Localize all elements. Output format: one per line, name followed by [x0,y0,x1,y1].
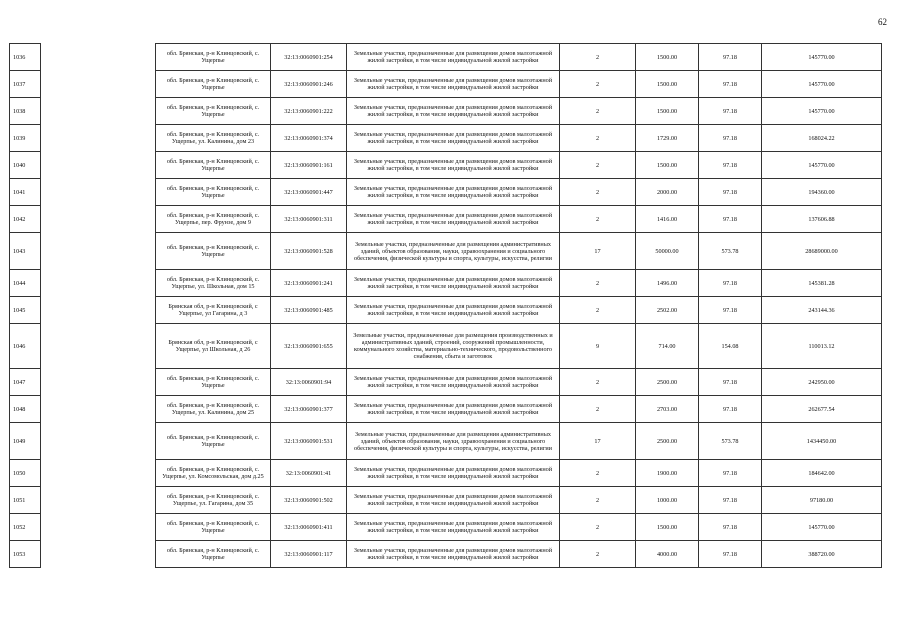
table-row [10,541,882,568]
group-cell: 2 [560,514,636,541]
spacer-cell [41,487,156,514]
land-use-cell: Земельные участки, предназначенные для размещения домов малоэтажной жилой застройки, в том числе индивидуальной жилой застройки [347,541,560,568]
group-cell: 2 [560,270,636,297]
cadastral-value-cell: 168024.22 [762,125,882,152]
cadastral-value-cell: 243144.36 [762,297,882,324]
land-use-cell: Земельные участки, предназначенные для размещения административных зданий, объектов образования, науки, здравоохранения и социального обеспечения, физической культуры и спорта, культуры, искусства, религии [347,423,560,460]
cadastral-number-cell: 32:13:0060901:241 [271,270,347,297]
group-cell: 2 [560,206,636,233]
cadastral-number-cell: 32:13:0060901:502 [271,487,347,514]
area-cell: 1496.00 [636,270,699,297]
area-cell: 1000.00 [636,487,699,514]
cadastral-number-cell: 32:13:0060901:161 [271,152,347,179]
specific-value-cell: 573.78 [699,423,762,460]
group-cell: 2 [560,125,636,152]
address-cell: обл. Брянская, р-н Клинцовский, с. Ущерпье [156,179,271,206]
area-cell: 1500.00 [636,514,699,541]
land-use-cell: Земельные участки, предназначенные для размещения домов малоэтажной жилой застройки, в том числе индивидуальной жилой застройки [347,44,560,71]
cadastral-number-cell: 32:13:0060901:222 [271,98,347,125]
row-number: 1038 [10,98,41,125]
specific-value-cell: 97.18 [699,297,762,324]
group-cell: 2 [560,152,636,179]
row-number: 1048 [10,396,41,423]
cadastral-value-cell: 242950.00 [762,369,882,396]
table-row [10,206,882,233]
address-cell: обл. Брянская, р-н Клинцовский, с. Ущерпье, ул. Комсомольская, дом д.25 [156,460,271,487]
table-row [10,514,882,541]
cadastral-number-cell: 32:13:0060901:246 [271,71,347,98]
row-number: 1049 [10,423,41,460]
address-cell: Брянская обл, р-н Клинцовский, с Ущерпье, ул Школьная, д 26 [156,324,271,369]
address-cell: обл. Брянская, р-н Клинцовский, с. Ущерпье [156,369,271,396]
row-number: 1047 [10,369,41,396]
specific-value-cell: 97.18 [699,270,762,297]
cadastral-value-cell: 388720.00 [762,541,882,568]
land-use-cell: Земельные участки, предназначенные для размещения домов малоэтажной жилой застройки, в том числе индивидуальной жилой застройки [347,125,560,152]
row-number: 1053 [10,541,41,568]
table-row [10,233,882,270]
table-row [10,487,882,514]
area-cell: 2000.00 [636,179,699,206]
table-row [10,98,882,125]
cadastral-value-cell: 184642.00 [762,460,882,487]
cadastral-number-cell: 32:13:0060901:94 [271,369,347,396]
address-cell: обл. Брянская, р-н Клинцовский, с. Ущерпье, ул. Гагарина, дом 35 [156,487,271,514]
page-number: 62 [878,17,887,27]
cadastral-number-cell: 32:13:0060901:374 [271,125,347,152]
row-number: 1044 [10,270,41,297]
row-number: 1040 [10,152,41,179]
address-cell: обл. Брянская, р-н Клинцовский, с. Ущерпье [156,233,271,270]
spacer-cell [41,179,156,206]
group-cell: 2 [560,487,636,514]
address-cell: обл. Брянская, р-н Клинцовский, с. Ущерпье, ул. Школьная, дом 15 [156,270,271,297]
row-number: 1046 [10,324,41,369]
cadastral-value-cell: 145770.00 [762,152,882,179]
spacer-cell [41,369,156,396]
table-row [10,152,882,179]
row-number: 1042 [10,206,41,233]
area-cell: 1416.00 [636,206,699,233]
group-cell: 2 [560,460,636,487]
cadastral-value-cell: 97180.00 [762,487,882,514]
cadastral-value-cell: 145770.00 [762,44,882,71]
table-row [10,460,882,487]
cadastral-value-cell: 145381.28 [762,270,882,297]
cadastral-value-cell: 28689000.00 [762,233,882,270]
area-cell: 2500.00 [636,423,699,460]
address-cell: обл. Брянская, р-н Клинцовский, с. Ущерпье [156,541,271,568]
cadastral-value-cell: 145770.00 [762,514,882,541]
table-row [10,44,882,71]
address-cell: обл. Брянская, р-н Клинцовский, с. Ущерпье [156,71,271,98]
cadastral-value-cell: 262677.54 [762,396,882,423]
address-cell: Брянская обл, р-н Клинцовский, с Ущерпье, ул Гагарина, д 3 [156,297,271,324]
spacer-cell [41,98,156,125]
row-number: 1043 [10,233,41,270]
group-cell: 2 [560,369,636,396]
spacer-cell [41,270,156,297]
address-cell: обл. Брянская, р-н Клинцовский, с. Ущерпье [156,98,271,125]
land-use-cell: Земельные участки, предназначенные для размещения административных зданий, объектов образования, науки, здравоохранения и социального обеспечения, физической культуры и спорта, культуры, искусства, религии [347,233,560,270]
area-cell: 1900.00 [636,460,699,487]
table-body [10,44,882,568]
row-number: 1050 [10,460,41,487]
specific-value-cell: 97.18 [699,179,762,206]
specific-value-cell: 97.18 [699,541,762,568]
table-row [10,369,882,396]
address-cell: обл. Брянская, р-н Клинцовский, с. Ущерпье, ул. Калинина, дом 25 [156,396,271,423]
cadastral-number-cell: 32:13:0060901:311 [271,206,347,233]
group-cell: 2 [560,297,636,324]
cadastral-number-cell: 32:13:0060901:117 [271,541,347,568]
row-number: 1039 [10,125,41,152]
spacer-cell [41,514,156,541]
group-cell: 2 [560,179,636,206]
area-cell: 2703.00 [636,396,699,423]
land-use-cell: Земельные участки, предназначенные для размещения домов малоэтажной жилой застройки, в том числе индивидуальной жилой застройки [347,206,560,233]
spacer-cell [41,460,156,487]
land-use-cell: Земельные участки, предназначенные для размещения домов малоэтажной жилой застройки, в том числе индивидуальной жилой застройки [347,369,560,396]
specific-value-cell: 573.78 [699,233,762,270]
row-number: 1041 [10,179,41,206]
address-cell: обл. Брянская, р-н Клинцовский, с. Ущерпье [156,423,271,460]
land-use-cell: Земельные участки, предназначенные для размещения домов малоэтажной жилой застройки, в том числе индивидуальной жилой застройки [347,152,560,179]
specific-value-cell: 97.18 [699,487,762,514]
land-use-cell: Земельные участки, предназначенные для размещения домов малоэтажной жилой застройки, в том числе индивидуальной жилой застройки [347,179,560,206]
spacer-cell [41,125,156,152]
table-row [10,179,882,206]
specific-value-cell: 97.18 [699,125,762,152]
land-use-cell: Земельные участки, предназначенные для размещения домов малоэтажной жилой застройки, в том числе индивидуальной жилой застройки [347,270,560,297]
row-number: 1051 [10,487,41,514]
spacer-cell [41,44,156,71]
group-cell: 2 [560,396,636,423]
address-cell: обл. Брянская, р-н Клинцовский, с. Ущерпье, пер. Фрунзе, дом 9 [156,206,271,233]
address-cell: обл. Брянская, р-н Клинцовский, с. Ущерпье, ул. Калинина, дом 23 [156,125,271,152]
cadastral-value-cell: 1434450.00 [762,423,882,460]
land-use-cell: Земельные участки, предназначенные для размещения домов малоэтажной жилой застройки, в том числе индивидуальной жилой застройки [347,487,560,514]
land-use-cell: Земельные участки, предназначенные для размещения домов малоэтажной жилой застройки, в том числе индивидуальной жилой застройки [347,98,560,125]
group-cell: 17 [560,233,636,270]
cadastral-number-cell: 32:13:0060901:531 [271,423,347,460]
group-cell: 9 [560,324,636,369]
specific-value-cell: 97.18 [699,152,762,179]
spacer-cell [41,541,156,568]
area-cell: 2502.00 [636,297,699,324]
area-cell: 1500.00 [636,152,699,179]
specific-value-cell: 97.18 [699,369,762,396]
table-row [10,297,882,324]
table-row [10,270,882,297]
land-use-cell: Земельные участки, предназначенные для размещения домов малоэтажной жилой застройки, в том числе индивидуальной жилой застройки [347,514,560,541]
spacer-cell [41,71,156,98]
cadastral-value-cell: 145770.00 [762,71,882,98]
row-number: 1037 [10,71,41,98]
specific-value-cell: 97.18 [699,98,762,125]
group-cell: 2 [560,44,636,71]
table-row [10,125,882,152]
area-cell: 2500.00 [636,369,699,396]
row-number: 1052 [10,514,41,541]
specific-value-cell: 97.18 [699,460,762,487]
cadastral-value-cell: 110013.12 [762,324,882,369]
area-cell: 50000.00 [636,233,699,270]
row-number: 1036 [10,44,41,71]
specific-value-cell: 97.18 [699,44,762,71]
group-cell: 2 [560,98,636,125]
group-cell: 2 [560,541,636,568]
cadastral-number-cell: 32:13:0060901:411 [271,514,347,541]
spacer-cell [41,324,156,369]
specific-value-cell: 97.18 [699,514,762,541]
cadastral-number-cell: 32:13:0060901:377 [271,396,347,423]
land-use-cell: Земельные участки, предназначенные для размещения домов малоэтажной жилой застройки, в том числе индивидуальной жилой застройки [347,396,560,423]
area-cell: 1500.00 [636,98,699,125]
table-row [10,396,882,423]
cadastral-number-cell: 32:13:0060901:485 [271,297,347,324]
address-cell: обл. Брянская, р-н Клинцовский, с. Ущерпье [156,152,271,179]
cadastral-value-cell: 137606.88 [762,206,882,233]
row-number: 1045 [10,297,41,324]
land-use-cell: Земельные участки, предназначенные для размещения домов малоэтажной жилой застройки, в том числе индивидуальной жилой застройки [347,71,560,98]
table-row [10,71,882,98]
area-cell: 1500.00 [636,71,699,98]
table-row [10,324,882,369]
spacer-cell [41,396,156,423]
cadastral-value-cell: 145770.00 [762,98,882,125]
spacer-cell [41,297,156,324]
specific-value-cell: 154.08 [699,324,762,369]
land-valuation-table [9,43,882,568]
cadastral-number-cell: 32:13:0060901:447 [271,179,347,206]
cadastral-number-cell: 32:13:0060901:655 [271,324,347,369]
specific-value-cell: 97.18 [699,396,762,423]
area-cell: 714.00 [636,324,699,369]
group-cell: 2 [560,71,636,98]
spacer-cell [41,423,156,460]
land-use-cell: Земельные участки, предназначенные для размещения домов малоэтажной жилой застройки, в том числе индивидуальной жилой застройки [347,297,560,324]
area-cell: 4000.00 [636,541,699,568]
cadastral-value-cell: 194360.00 [762,179,882,206]
spacer-cell [41,206,156,233]
area-cell: 1729.00 [636,125,699,152]
spacer-cell [41,152,156,179]
cadastral-number-cell: 32:13:0060901:254 [271,44,347,71]
address-cell: обл. Брянская, р-н Клинцовский, с. Ущерпье [156,514,271,541]
specific-value-cell: 97.18 [699,71,762,98]
cadastral-number-cell: 32:13:0060901:528 [271,233,347,270]
specific-value-cell: 97.18 [699,206,762,233]
land-use-cell: Земельные участки, предназначенные для размещения домов малоэтажной жилой застройки, в том числе индивидуальной жилой застройки [347,460,560,487]
area-cell: 1500.00 [636,44,699,71]
spacer-cell [41,233,156,270]
address-cell: обл. Брянская, р-н Клинцовский, с. Ущерпье [156,44,271,71]
group-cell: 17 [560,423,636,460]
table-row [10,423,882,460]
cadastral-number-cell: 32:13:0060901:41 [271,460,347,487]
land-use-cell: Земельные участки, предназначенные для размещения производственных и административных зданий, строений, сооружений промышленности, коммунального хозяйства, материально-технического, продовольственного снабжения, сбыта и заготовок [347,324,560,369]
